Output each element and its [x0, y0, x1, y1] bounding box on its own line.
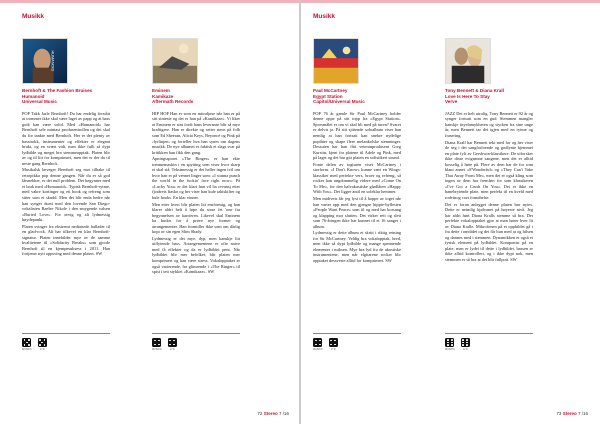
divider [22, 333, 110, 334]
issue-number: 7 /16 [278, 411, 289, 416]
die-pip [154, 344, 156, 346]
review-paragraph: Det er foran anlegget denne platen bør nytes. Dette er neimlig kjølvanet på høyeste nivå. Jeg har aldri hørt Diana Kralls stemme så bra. Det perfekte vokalopptaket gjør at man hører hver lit av Diana Kralle. Mikrofonen på et oppbildet gå i fra dette i området og det får hun med at og hilsen og dannes med i stemmen. Dynamikken er også et fysisk element på lydbildet. Komponist på en plate, men er lydet til dette i lydbildet, bassen er ikke alltid kontrollert, og i ikke dypt nok, men stemmen er så bra at det blir fullpott. SW [445, 201, 533, 262]
review-paragraph: Diana Krall har Bennett tekt med for og her viser de seg i det sangforloende og godlynte hjemmet en plate fylt av Gershwin-klassikere. De utforsker ikke disse evigrønne sangene, men det er alltid kosselig å høre på. Flere av dem har de for som blant annet «S'Wonderful» og «They Can't Take That Away From Me», men det er også kling som ingen av dem har fremført for som klassikeren «I've Got a Crush On You». Det er ikke en banebrytende plate, men perfekt til en kveld med rodvinog cozt fornøhelse. [445, 139, 533, 200]
die-label: MUSIKK [152, 348, 162, 351]
die-pip [466, 342, 468, 344]
review-paragraph: Lydmessig er dette album et skritt i riktig retning for Sir McCartney. Veldig bra vokalopptak, bred, men ikke så dypt lydbilde og mange spennende elementer i miksen. Mye bra lyd fra de akustiske instrumentene, men når elgitarene rocker blir opptaket dessverre alltid for komprimert. SW [313, 230, 401, 263]
album-cover-image [314, 39, 358, 83]
album-cover-bernhoft [22, 38, 68, 84]
die-pip [44, 339, 46, 341]
die-pip [24, 344, 26, 346]
left-page [0, 0, 299, 424]
die-pip [334, 340, 336, 342]
cover-title-text: HUMANOID [50, 50, 55, 72]
review-body [152, 111, 240, 275]
die-pip [451, 342, 453, 344]
album-title: Egypt Station [313, 93, 343, 99]
die-pip [169, 344, 171, 346]
die-pip [447, 342, 449, 344]
review-body [22, 111, 110, 257]
review-paragraph: Men etter hvert blir platen litt ensformig, og han klarer aldri helt å løpe du store fet 'one fra begynnelsen av karrieren. Likevel skal Eminem ha kudos for å prøve nye former og arrangementer. Han formidler ikke som om dårlig kopi av sin egen Slim Shady. [152, 201, 240, 235]
review-paragraph: POP Takk Jarle Bernhoft! Du har endelig forstått at trommer ikke skal være laget av papp og at bass godt kan være solid. Med «Humanoid» har Bernhoft selv mintast produsentrollen og det skal du for tankte med Bernhoft. Her er det plenty av basstrokk, instrumenter og effekter er elegant brukt, og en svært vidt, men ikke fullt så dypt lydbilde og meget bra stemmeopptak. Platen blir av og til litt for komprimert, men det er der du til neste gang Bernhoft. [22, 110, 110, 166]
die-label: MUSIKK [313, 348, 323, 351]
rating-dice-mccartney [313, 338, 338, 351]
die-label: LYD [39, 348, 45, 351]
die-face [38, 338, 47, 347]
die-pip [24, 339, 26, 341]
review-column-bennett [445, 38, 533, 383]
review-paragraph: POP 76 år gamle Sir Paul McCartney holder denne oppe på sitt topp fra «Egypt Station». Sporsmålet er om vi skal bli med på turen? Svaret er delvis ja. På sitt sjittende soloalbum viser han nemlig at han fortsatt kan snekre nydelige poplåter og skape flere melankolske stemninger. Dessuten har han fått veteranprodusent Greg Kurstin, kjent fra platene til Adele og Pink, med på laget og det har gitt platen en sofistikert sound. [313, 110, 401, 161]
review-paragraph: JAZZ Det er helt utrolig. Tony Bennett er 92 år og synger fortsatt som en gud. Stemmen mangler kanskje føyelamykheten og styrken fra sine unge år, men Bennett tar det igjen med en rytme og frasering. [445, 110, 533, 138]
album-cover-image [446, 39, 490, 83]
album-title: Love Is Here To Stay [445, 93, 490, 99]
album-title: Humanoid [22, 93, 45, 99]
rating-die [329, 338, 338, 351]
album-cover-eminem [152, 38, 198, 84]
die-pip [173, 344, 175, 346]
rating-die [152, 338, 162, 351]
rating-die [461, 338, 470, 351]
review-paragraph: Lydmessig er det mye, dyp, men kanskje litt utflytende bass. Arrangementene er ofte naive med få effekter og da er lydbildet pent. Når lydbildet blir mer befolket, blir platen mer komprimert og kan være stress. Vokalopptaket er også varierende, fra glimrende i «The Ringer» til spist i tett stykket «Kamikaze». SW [152, 235, 240, 275]
review-meta [313, 88, 401, 105]
artist-name: Bernhoft & The Fashion Bruises [22, 88, 93, 93]
die-label: LYD [330, 348, 336, 351]
review-paragraph: Fonte delen av togturen viser McCartney i storform. «I Don't Know» kunne vært en Wings-klassiker med perfekte vers, broer og refreng, så rocker han ungdommelig videre med «Come On To Me», for den halvakustiske glødlåten «Happy With You». Det ligger antil en soleklar hemmer. [313, 161, 401, 195]
die-face [152, 338, 161, 347]
album-cover-image [153, 39, 197, 83]
issue-number: 7 /16 [577, 411, 588, 416]
section-heading: Musikk [22, 13, 45, 20]
rating-dice-eminem [152, 338, 177, 351]
rating-dice-bernhoft [22, 338, 47, 351]
review-paragraph: HIP HOP Han er som en mitraljøse når han er på sitt sinteste og det er han på «Kamikaze». Vi liker at Eminem er sint fordi hans leveranse blir så mye kraftigere. Han er direkte og setter navn på folk som Ed Sheeran, Alicia Keys, Beyoncé og Pink på ‹fyrlinjen› og forteller hva han synes om dagens musikk. De nye albumet er faktisk et slags svar på kritikken han fikk den gang. [152, 110, 240, 155]
top-bar [301, 0, 600, 3]
die-face [22, 338, 31, 347]
review-paragraph: Platen svinger fra ekstremt nedtonede ballader til en glad-rock. Alt har tilkeveí en klar Bernhoft-signatur. Platen innehilder mye av de samme kvalitetene til «Solidarity Breaks» som gjorde Bernhoft til en kjempesuksess i 2011. Han fortjener nytt oppsving med denne platen. SW [22, 223, 110, 257]
die-face [461, 338, 470, 347]
die-pip [315, 344, 317, 346]
die-pip [28, 339, 30, 341]
review-body [445, 111, 533, 263]
brand-logo: Stereo [562, 411, 577, 416]
die-pip [462, 342, 464, 344]
album-cover-mccartney [313, 38, 359, 84]
die-pip [451, 344, 453, 346]
die-pip [451, 339, 453, 341]
section-heading: Musikk [313, 13, 336, 20]
die-pip [447, 339, 449, 341]
die-pip [26, 342, 28, 344]
album-cover-image [23, 39, 67, 83]
record-label: Verve [445, 99, 458, 105]
page-footer [257, 411, 289, 416]
divider [445, 333, 533, 334]
review-meta [152, 88, 240, 105]
die-pip [447, 344, 449, 346]
die-pip [319, 340, 321, 342]
artist-name: Tony Bennett & Diana Krall [445, 88, 504, 93]
die-face [168, 338, 177, 347]
die-pip [462, 344, 464, 346]
die-label: LYD [169, 348, 175, 351]
die-pip [41, 342, 43, 344]
record-label: Aftermath Records [152, 99, 194, 105]
brand-logo: Stereo [263, 411, 278, 416]
die-pip [154, 340, 156, 342]
rating-die [313, 338, 323, 351]
review-meta [22, 88, 110, 105]
die-pip [39, 339, 41, 341]
die-face [329, 338, 338, 347]
die-pip [158, 340, 160, 342]
rating-die [38, 338, 47, 351]
die-pip [28, 344, 30, 346]
review-column-bernhoft [22, 38, 110, 383]
die-pip [315, 340, 317, 342]
artist-name: Eminem [152, 88, 170, 93]
review-column-eminem [152, 38, 240, 383]
record-label: Universal Music [22, 99, 57, 105]
rating-dice-bennett [445, 338, 470, 351]
die-pip [39, 344, 41, 346]
die-face [445, 338, 454, 347]
page-number: 72 [257, 411, 263, 416]
rating-die [445, 338, 455, 351]
die-pip [334, 344, 336, 346]
album-title: Kamikaze [152, 93, 174, 99]
die-pip [169, 340, 171, 342]
die-pip [173, 340, 175, 342]
die-face [313, 338, 322, 347]
divider [152, 333, 240, 334]
review-paragraph: Musikalsk beveger Bernhoft seg mot tilbake til retropikka pop denne gangen. Når du er så god låtsnekker, er det null problem. Det begynner med et brak med «Humanoid». Typisk Bernhoft-rytme, med vakre kortinger og ett hook og refreng som sitter som et skudd. Men det blir enda bedre når han synger duett med den lovende San Diego-vokalisten Raelee Nikole i den smygende valsen «Buried Love». For ørvig og alt lydmessig høydepunkt. [22, 167, 110, 223]
die-pip [330, 344, 332, 346]
die-pip [466, 344, 468, 346]
top-bar [0, 0, 299, 3]
page-footer [556, 411, 588, 416]
artist-name: Paul McCartney [313, 88, 348, 93]
review-paragraph: Men midtveis får jeg lyst til å hoppe av toget når han varter opp med den gjengse hippie-hyllesten «People Want Peace» som til og med har korsang og klapping mot slutten. Det virker rett og slett som 76-åringen ikke har kunnet til et 16 sanger i album. [313, 195, 401, 229]
rating-die [168, 338, 177, 351]
die-pip [319, 344, 321, 346]
review-meta [445, 88, 533, 105]
die-pip [462, 339, 464, 341]
die-label: LYD [462, 348, 468, 351]
page-number: 73 [556, 411, 562, 416]
die-label: MUSIKK [22, 348, 32, 351]
review-paragraph: Åpningssporet «The Ringer» er han ekte tommemaskin i en spytting som viser hvor skarp et skal stå. Tekstmessig er det heller ingen tvil om hvor han er på vennet linger som: «I wanna punch the world in the fuckin' face right now». På «Lucky You» er det klart han vil ha revansj etter fjorårets fiasko og her viser han kule taktskifter og kule hooks. En klar vinner. [152, 156, 240, 200]
review-body [313, 111, 401, 264]
rating-die [22, 338, 32, 351]
die-pip [330, 340, 332, 342]
die-label: MUSIKK [445, 348, 455, 351]
die-pip [44, 344, 46, 346]
right-page [301, 0, 600, 424]
review-column-mccartney [313, 38, 401, 383]
divider [313, 333, 401, 334]
die-pip [466, 339, 468, 341]
record-label: Capitol/Universal Music [313, 99, 365, 105]
album-cover-bennett [445, 38, 491, 84]
die-pip [158, 344, 160, 346]
